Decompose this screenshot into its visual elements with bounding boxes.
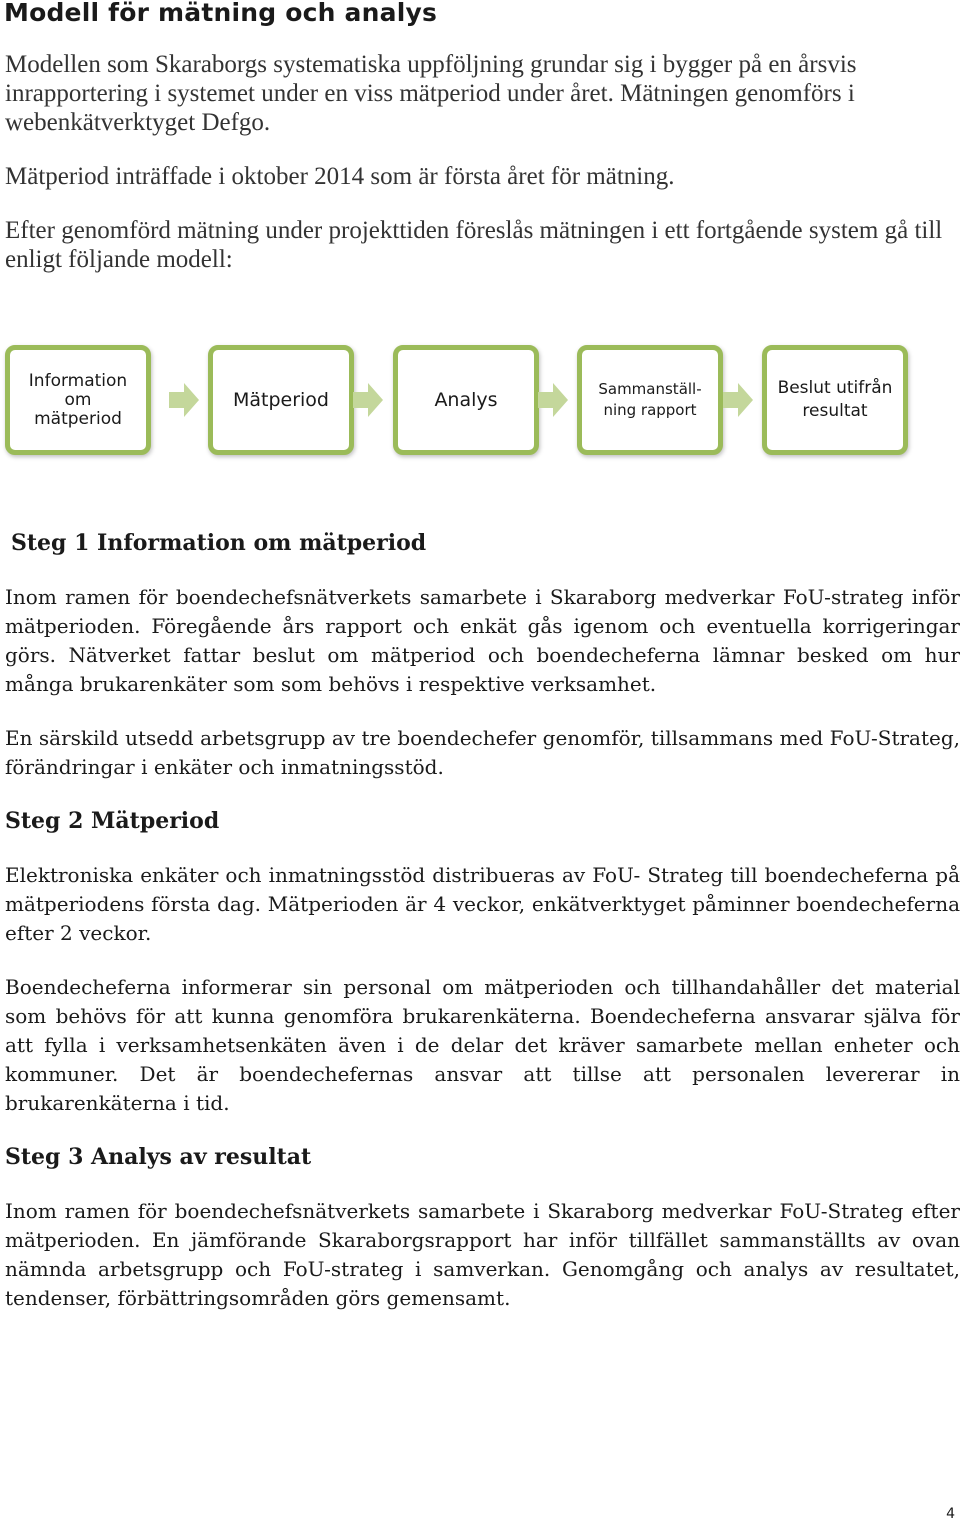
chevron-arrow-right-icon (169, 383, 199, 417)
process-box-information (5, 345, 151, 455)
page-number: 4 (946, 1506, 955, 1522)
process-box-label: Information om mätperiod (28, 370, 128, 429)
chevron-arrow-right-icon (353, 383, 383, 417)
chevron-arrow-right-icon (723, 383, 753, 417)
page-title: Modell för mätning och analys (4, 0, 438, 27)
step-1-paragraph-2: En särskild utsedd arbetsgrupp av tre boendechefer genomför, tillsammans med FoU-Strateg, förändringar i enkäter och inmatningsstöd. (5, 726, 960, 779)
step-1-paragraph-1: Inom ramen för boendechefsnätverkets samarbete i Skaraborg medverkar FoU-strateg inför mätperioden. Föregående års rapport och enkät gås igenom och eventuella korrigeringar görs. Nätverket fattar beslut om mätperiod och boendecheferna lämnar besked om hur många brukarenkäter som som behövs i respektive verksamhet. (5, 585, 960, 696)
process-box-label: Beslut utifrån resultat (777, 378, 893, 421)
step-2-paragraph-1: Elektroniska enkäter och inmatningsstöd distribueras av FoU- Strateg till boendecheferna på mätperiodens första dag. Mätperioden är 4 veckor, enkätverktyget påminner boendecheferna efter 2 veckor. (5, 863, 960, 945)
process-box-label: Mätperiod (232, 389, 329, 411)
intro-paragraph-2: Mätperiod inträffade i oktober 2014 som är första året för mätning. (5, 163, 675, 190)
intro-paragraph-1: Modellen som Skaraborgs systematiska uppföljning grundar sig i bygger på en årsvis inrapportering i systemet under en viss mätperiod under året. Mätningen genomförs i webenkätverktyget Defgo. (5, 51, 857, 136)
process-box-sammanstallning (577, 345, 723, 455)
chevron-arrow-right-icon (538, 383, 568, 417)
process-box-label: Sammanställ-ning rapport (598, 380, 702, 419)
page-content (5, 50, 960, 1338)
step-3-heading: Steg 3 Analys av resultat (5, 1144, 312, 1170)
process-box-beslut (762, 345, 908, 455)
process-diagram (5, 299, 960, 529)
step-3-paragraph-1: Inom ramen för boendechefsnätverkets samarbete i Skaraborg medverkar FoU-Strateg efter mätperioden. En jämförande Skaraborgsrapport har inför tillfället sammanställts av ovan nämnda arbetsgrupp och FoU-strateg i samverkan. Genomgång och analys av resultatet, tendenser, förbättringsområden görs gemensamt. (5, 1199, 960, 1310)
process-box-analys (393, 345, 539, 455)
process-box-label: Analys (434, 389, 498, 411)
process-box-matperiod (208, 345, 354, 455)
step-2-heading: Steg 2 Mätperiod (5, 808, 220, 834)
intro-paragraph-3: Efter genomförd mätning under projekttiden föreslås mätningen i ett fortgående system gå till enligt följande modell: (5, 217, 943, 273)
step-2-paragraph-2: Boendecheferna informerar sin personal om mätperioden och tillhandahåller det material som behövs för att kunna genomföra brukarenkäterna. Boendecheferna ansvarar själva för att fylla i verksamhetsenkäten även i de delar det kräver samarbete mellan enheter och kommuner. Det är boendechefernas ansvar att tillse att personalen levererar in brukarenkäterna i tid. (5, 975, 960, 1115)
step-1-heading: Steg 1 Information om mätperiod (11, 530, 427, 556)
